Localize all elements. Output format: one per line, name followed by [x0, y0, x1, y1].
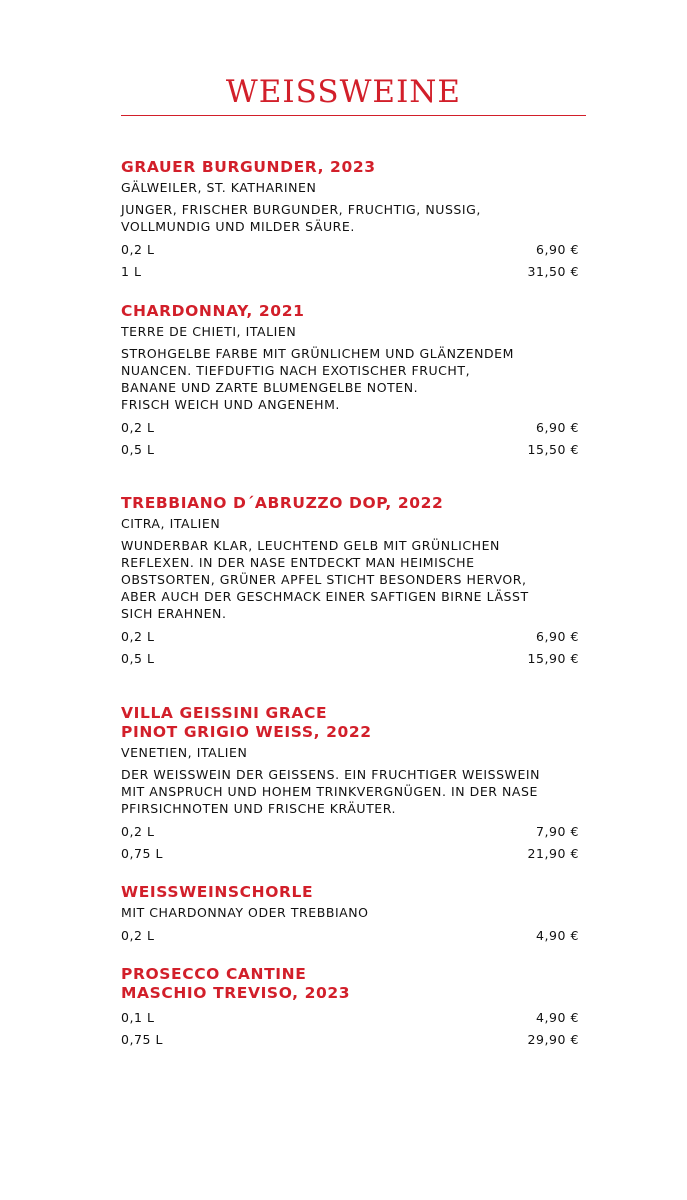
price-list	[121, 1007, 579, 1050]
wine-description: WUNDERBAR KLAR, LEUCHTEND GELB MIT GRÜNLICHEN REFLEXEN. IN DER NASE ENTDECKT MAN HEIMISCHE OBSTSORTEN, GRÜNER APFEL STICHT BESONDERS HERVOR, ABER AUCH DER GESCHMACK EINER SAFTIGEN BIRNE LÄSST SICH ERAHNEN.	[121, 538, 529, 621]
wine-origin: CITRA, ITALIEN	[121, 516, 221, 531]
price: 4,90 €	[535, 1010, 579, 1025]
price-row	[121, 1007, 579, 1029]
wine-origin: MIT CHARDONNAY ODER TREBBIANO	[121, 905, 369, 920]
price-row	[121, 261, 579, 283]
price: 6,90 €	[535, 242, 579, 257]
wine-entry	[121, 302, 579, 460]
price-list	[121, 821, 579, 864]
price-row	[121, 821, 579, 843]
price-list	[121, 417, 579, 460]
price: 15,50 €	[527, 441, 579, 457]
price-row	[121, 925, 579, 947]
bottle-size: 0,2 L	[121, 629, 155, 644]
wine-name: GRAUER BURGUNDER, 2023	[121, 158, 376, 176]
bottle-size: 0,2 L	[121, 928, 155, 943]
price-list	[121, 925, 579, 947]
price: 4,90 €	[535, 928, 579, 943]
wine-name: CHARDONNAY, 2021	[121, 302, 305, 320]
bottle-size: 0,1 L	[121, 1010, 155, 1025]
price-row	[121, 648, 579, 670]
wine-entry	[121, 883, 579, 947]
bottle-size: 0,75 L	[121, 845, 164, 861]
bottle-size: 0,75 L	[121, 1031, 164, 1047]
bottle-size: 0,5 L	[121, 650, 155, 666]
bottle-size: 0,2 L	[121, 242, 155, 257]
price-row	[121, 417, 579, 439]
price: 29,90 €	[527, 1031, 579, 1047]
price: 6,90 €	[535, 629, 579, 644]
wine-origin: GÄLWEILER, ST. KATHARINEN	[121, 180, 317, 195]
page-title: WEISSWEINE	[225, 74, 462, 110]
wine-description: STROHGELBE FARBE MIT GRÜNLICHEM UND GLÄNZENDEM NUANCEN. TIEFDUFTIG NACH EXOTISCHER FRUCHT, BANANE UND ZARTE BLUMENGELBE NOTEN. FRISCH WEICH UND ANGENEHM.	[121, 346, 514, 412]
price-row	[121, 1029, 579, 1051]
bottle-size: 1 L	[121, 263, 142, 279]
wine-name: VILLA GEISSINI GRACE PINOT GRIGIO WEISS, 2022	[121, 704, 372, 741]
wine-name: WEISSWEINSCHORLE	[121, 883, 314, 901]
wine-description: JUNGER, FRISCHER BURGUNDER, FRUCHTIG, NUSSIG, VOLLMUNDIG UND MILDER SÄURE.	[121, 202, 481, 234]
price-row	[121, 843, 579, 865]
wine-name: PROSECCO CANTINE MASCHIO TREVISO, 2023	[121, 965, 351, 1002]
wine-entry	[121, 494, 579, 669]
wine-entry	[121, 965, 579, 1050]
price-row	[121, 439, 579, 461]
wine-entry	[121, 158, 579, 282]
wine-name: TREBBIANO D´ABRUZZO DOP, 2022	[121, 494, 444, 512]
price-row	[121, 626, 579, 648]
bottle-size: 0,2 L	[121, 824, 155, 839]
price-list	[121, 626, 579, 669]
wine-origin: TERRE DE CHIETI, ITALIEN	[121, 324, 297, 339]
wine-description: DER WEISSWEIN DER GEISSENS. EIN FRUCHTIGER WEISSWEIN MIT ANSPRUCH UND HOHEM TRINKVERGNÜGEN. IN DER NASE PFIRSICHNOTEN UND FRISCHE KRÄUTER.	[121, 767, 541, 816]
title-divider	[121, 115, 586, 116]
price: 7,90 €	[535, 824, 579, 839]
wine-origin: VENETIEN, ITALIEN	[121, 745, 248, 760]
price-row	[121, 239, 579, 261]
price: 31,50 €	[527, 263, 579, 279]
bottle-size: 0,2 L	[121, 420, 155, 435]
price: 21,90 €	[527, 845, 579, 861]
bottle-size: 0,5 L	[121, 441, 155, 457]
price: 6,90 €	[535, 420, 579, 435]
price: 15,90 €	[527, 650, 579, 666]
wine-entry	[121, 704, 579, 864]
price-list	[121, 239, 579, 282]
